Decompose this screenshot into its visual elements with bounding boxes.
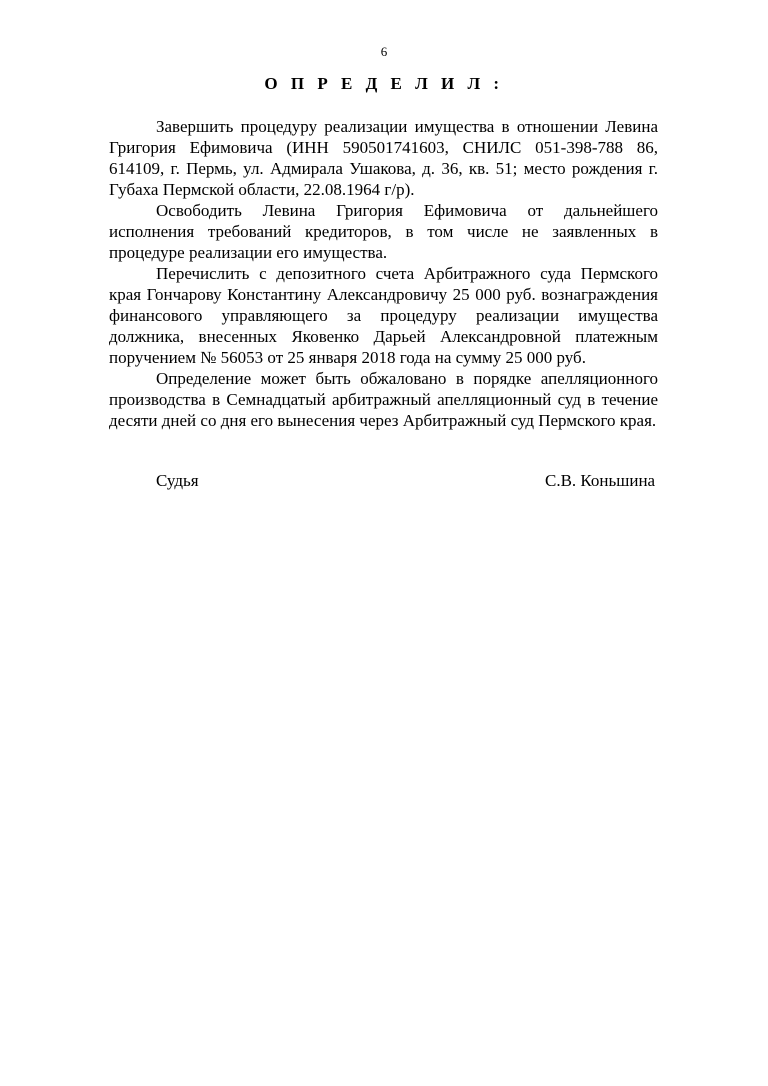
paragraph-complete-procedure: Завершить процедуру реализации имущества в отношении Левина Григория Ефимовича (ИНН 590501741603, СНИЛС 051-398-788 86, 614109, г. Пермь, ул. Адмирала Ушакова, д. 36, кв. 51; место рождения г. Губаха Пермской области, 22.08.1964 г/р).: [109, 117, 658, 199]
paragraph-transfer-payment: Перечислить с депозитного счета Арбитражного суда Пермского края Гончарову Константину Александровичу 25 000 руб. вознаграждения финансового управляющего за процедуру реализации имущества должника, внесенных Яковенко Дарьей Александровной платежным поручением № 56053 от 25 января 2018 года на сумму 25 000 руб.: [109, 264, 658, 367]
ruling-heading: О П Р Е Д Е Л И Л :: [264, 74, 504, 93]
signature-role: Судья: [156, 471, 199, 490]
signature-name: С.В. Коньшина: [545, 471, 656, 490]
page-number: 6: [380, 44, 388, 59]
paragraph-appeal-procedure: Определение может быть обжаловано в порядке апелляционного производства в Семнадцатый арбитражный апелляционный суд в течение десяти дней со дня его вынесения через Арбитражный суд Пермского края.: [109, 369, 658, 430]
paragraph-release-obligations: Освободить Левина Григория Ефимовича от дальнейшего исполнения требований кредиторов, в том числе не заявленных в процедуре реализации его имущества.: [109, 201, 658, 262]
ruling-body: [109, 116, 658, 431]
